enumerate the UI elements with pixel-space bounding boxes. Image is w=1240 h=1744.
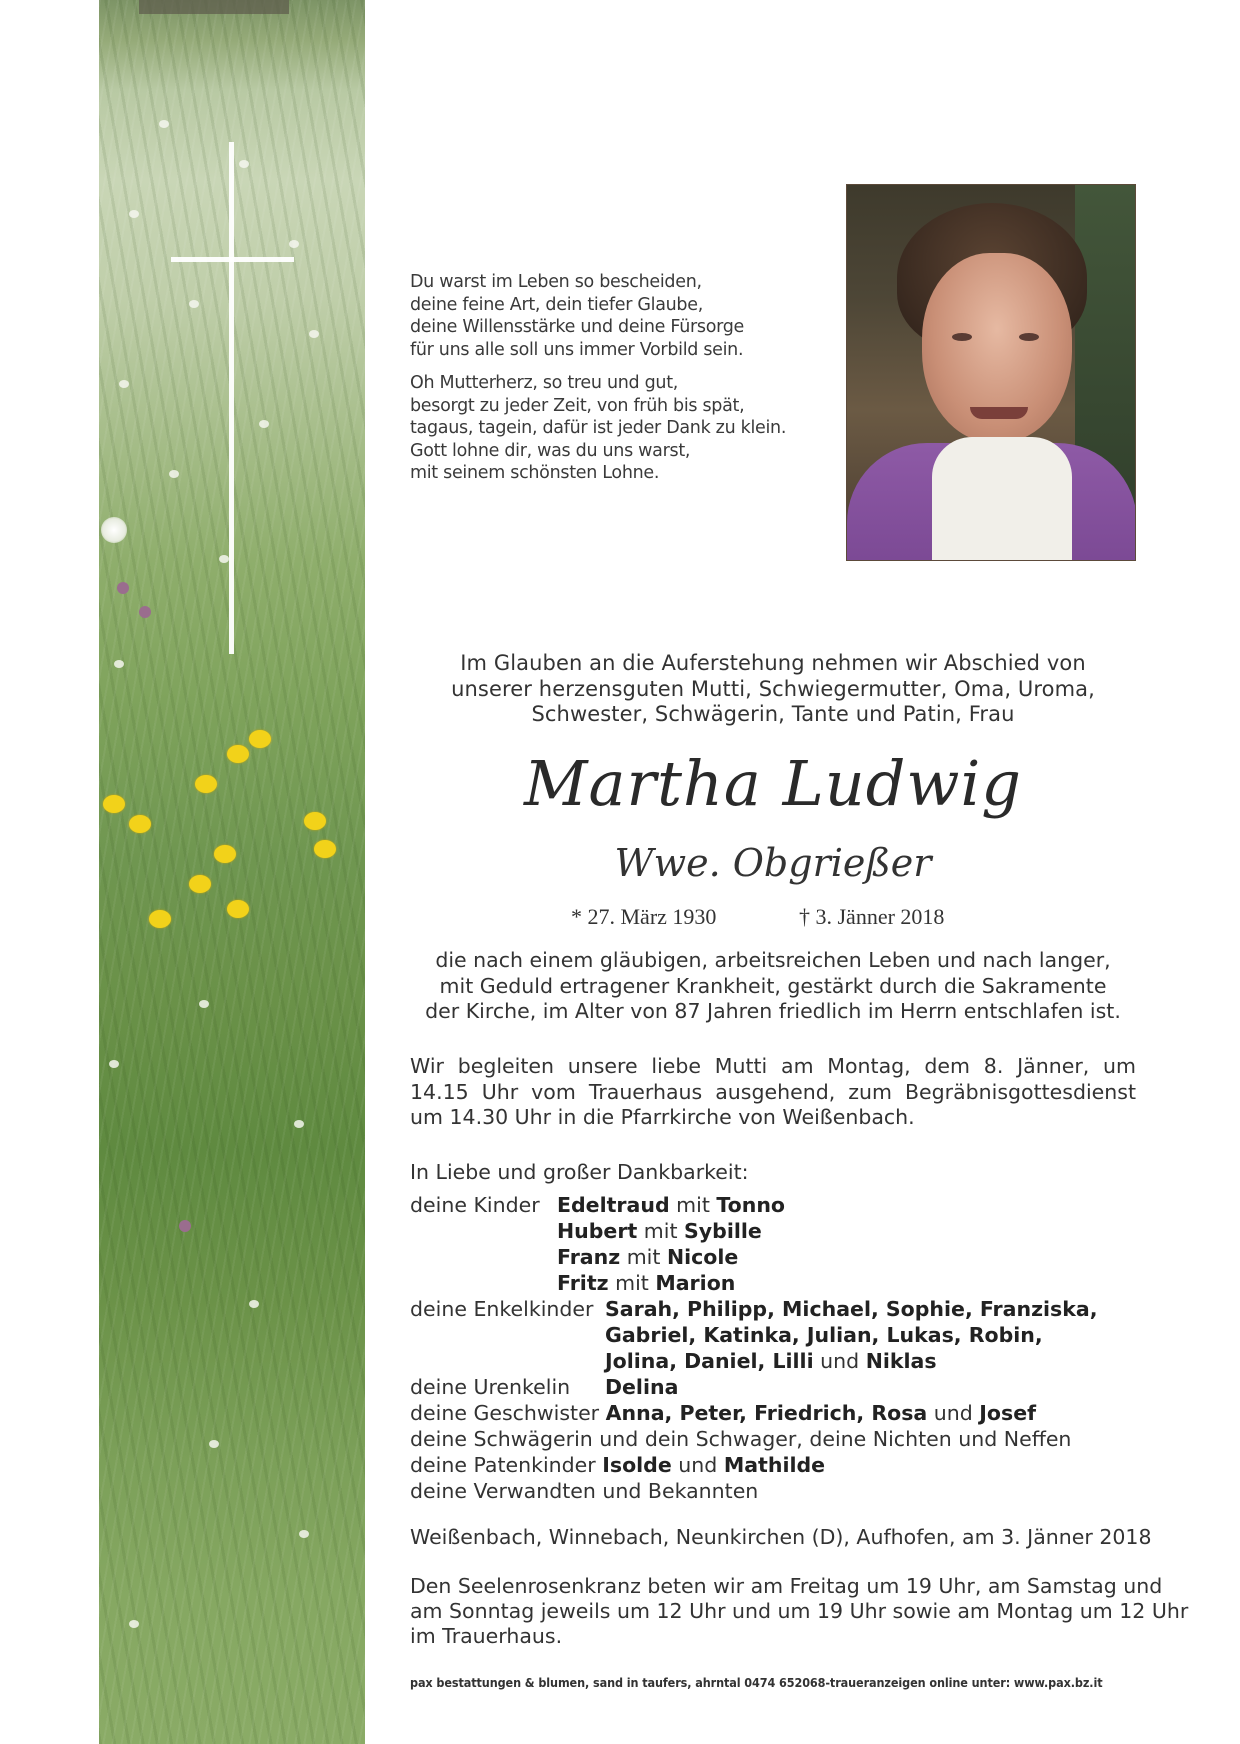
family-row-grandchildren — [410, 1322, 1150, 1348]
family-row-greatgrandchild — [410, 1374, 1150, 1400]
funeral-home-footer: pax bestattungen & blumen, sand in taufers, ahrntal 0474 652068-traueranzeigen online unter: www.pax.bz.it — [410, 1675, 1103, 1690]
intro-text — [410, 651, 1136, 728]
family-row-godchildren — [410, 1452, 1150, 1478]
family-row-children — [410, 1192, 1150, 1218]
paragraph-line: um 14.30 Uhr in die Pfarrkirche von Weißenbach. — [410, 1105, 915, 1129]
thanks-line: In Liebe und großer Dankbarkeit: — [410, 1160, 749, 1184]
deceased-name: Martha Ludwig — [524, 747, 1022, 820]
family-names: Fritz mit Marion — [557, 1271, 736, 1295]
latin-cross-icon — [229, 142, 234, 654]
poem-line: mit seinem schönsten Lohne. — [410, 463, 660, 483]
family-label: deine Geschwister Anna, Peter, Friedrich, Rosa und Josef — [410, 1401, 1037, 1425]
memorial-poem — [410, 271, 830, 496]
latin-cross-icon-bar — [171, 257, 294, 262]
family-row-inlaws — [410, 1426, 1150, 1452]
family-names: Delina — [605, 1375, 679, 1399]
family-label: deine Enkelkinder — [410, 1297, 594, 1321]
intro-line: Im Glauben an die Auferstehung nehmen wir Abschied von — [460, 651, 1086, 675]
family-row-grandchildren — [410, 1296, 1150, 1322]
family-row-relatives — [410, 1478, 1150, 1504]
family-names: Gabriel, Katinka, Julian, Lukas, Robin, — [605, 1323, 1043, 1347]
family-label: deine Patenkinder Isolde und Mathilde — [410, 1453, 826, 1477]
paragraph-line: 14.15 Uhr vom Trauerhaus ausgehend, zum Begräbnisgottesdienst — [410, 1079, 1136, 1104]
family-label: deine Verwandten und Bekannten — [410, 1479, 759, 1503]
widow-line: Wwe. Obgrießer — [614, 841, 932, 885]
place-and-date: Weißenbach, Winnebach, Neunkirchen (D), Aufhofen, am 3. Jänner 2018 — [410, 1525, 1152, 1549]
family-names: Sarah, Philipp, Michael, Sophie, Franziska, — [605, 1297, 1098, 1321]
death-date: † 3. Jänner 2018 — [799, 904, 945, 929]
family-names: Jolina, Daniel, Lilli und Niklas — [605, 1349, 937, 1373]
family-list — [410, 1192, 1150, 1504]
paragraph-line: die nach einem gläubigen, arbeitsreichen Leben und nach langer, — [435, 948, 1111, 972]
poem-line: deine feine Art, dein tiefer Glaube, — [410, 294, 703, 315]
funeral-paragraph — [410, 1054, 1136, 1131]
family-label: deine Urenkelin — [410, 1375, 571, 1399]
paragraph-line: mit Geduld ertragener Krankheit, gestärkt durch die Sakramente — [439, 973, 1107, 998]
poem-stanza-1 — [410, 271, 830, 361]
family-row-children — [410, 1270, 1150, 1296]
intro-line: Schwester, Schwägerin, Tante und Patin, Frau — [531, 702, 1015, 726]
paragraph-line: Wir begleiten unsere liebe Mutti am Montag, dem 8. Jänner, um — [410, 1054, 1136, 1078]
poem-line: Du warst im Leben so bescheiden, — [410, 272, 702, 292]
family-row-children — [410, 1244, 1150, 1270]
family-names: Hubert mit Sybille — [557, 1219, 762, 1243]
family-row-grandchildren — [410, 1348, 1150, 1374]
rosary-paragraph — [410, 1574, 1189, 1649]
poem-line: Gott lohne dir, was du uns warst, — [410, 440, 691, 461]
passing-paragraph — [410, 948, 1136, 1025]
paragraph-line: im Trauerhaus. — [410, 1624, 563, 1648]
intro-line: unserer herzensguten Mutti, Schwiegermutter, Oma, Uroma, — [451, 676, 1095, 701]
family-label: deine Kinder — [410, 1193, 540, 1217]
poem-line: deine Willensstärke und deine Fürsorge — [410, 317, 744, 337]
family-row-siblings — [410, 1400, 1150, 1426]
family-row-children — [410, 1218, 1150, 1244]
poem-line: besorgt zu jeder Zeit, von früh bis spät, — [410, 395, 745, 416]
family-names: Franz mit Nicole — [557, 1245, 739, 1269]
poem-line: für uns alle soll uns immer Vorbild sein. — [410, 339, 744, 360]
paragraph-line: der Kirche, im Alter von 87 Jahren friedlich im Herrn entschlafen ist. — [425, 999, 1121, 1023]
life-dates — [410, 904, 1136, 934]
family-names: Edeltraud mit Tonno — [557, 1193, 786, 1217]
poem-line: Oh Mutterherz, so treu und gut, — [410, 373, 679, 393]
paragraph-line: am Sonntag jeweils um 12 Uhr und um 19 Uhr sowie am Montag um 12 Uhr — [410, 1599, 1189, 1623]
family-label: deine Schwägerin und dein Schwager, deine Nichten und Neffen — [410, 1427, 1072, 1451]
poem-line: tagaus, tagein, dafür ist jeder Dank zu klein. — [410, 418, 787, 438]
paragraph-line: Den Seelenrosenkranz beten wir am Freitag um 19 Uhr, am Samstag und — [410, 1574, 1163, 1598]
birth-date: * 27. März 1930 — [571, 904, 717, 929]
portrait-photo — [846, 184, 1136, 561]
poem-stanza-2 — [410, 372, 830, 485]
